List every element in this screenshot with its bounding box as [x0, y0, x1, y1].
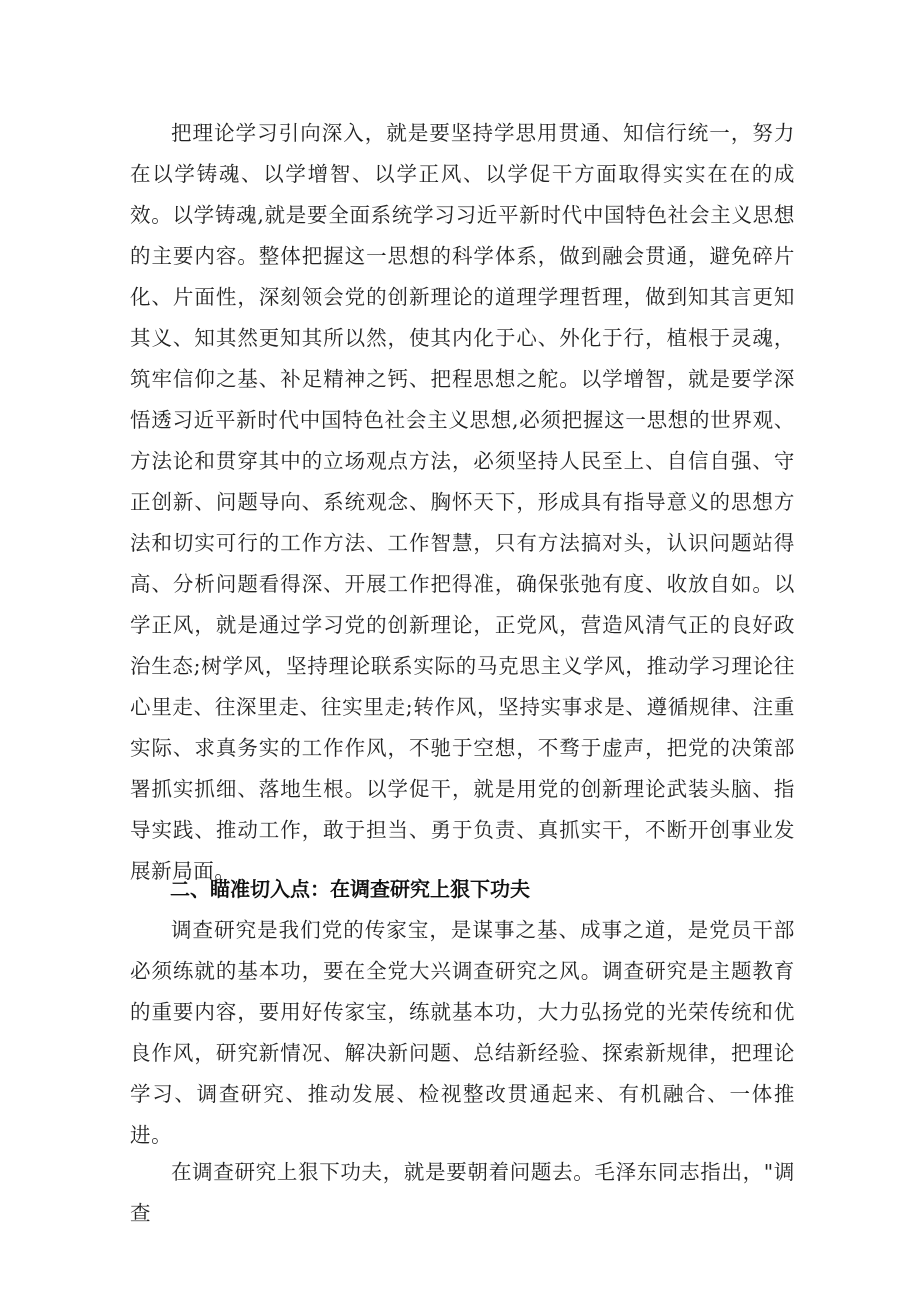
section-heading: 二、瞄准切入点：在调查研究上狠下功夫	[170, 877, 530, 901]
paragraph-investigation-intro: 调查研究是我们党的传家宝，是谋事之基、成事之道，是党员干部必须练就的基本功，要在全党大兴调查研究之风。调查研究是主题教育的重要内容，要用好传家宝，练就基本功，大力弘扬党的光荣传统和优良作风，研究新情况、解决新问题、总结新经验、探索新规律，把理论学习、调查研究、推动发展、检视整改贯通起来、有机融合、一体推进。	[130, 918, 795, 1147]
paragraph-investigation-problem: 在调查研究上狠下功夫，就是要朝着问题去。毛泽东同志指出，"调查	[130, 1160, 795, 1225]
paragraph-theory-study: 把理论学习引向深入，就是要坚持学思用贯通、知信行统一，努力在以学铸魂、以学增智、以学正风、以学促干方面取得实实在在的成效。以学铸魂,就是要全面系统学习习近平新时代中国特色社会主义思想的主要内容。整体把握这一思想的科学体系，做到融会贯通，避免碎片化、片面性，深刻领会党的创新理论的道理学理哲理，做到知其言更知其义、知其然更知其所以然，使其内化于心、外化于行，植根于灵魂，筑牢信仰之基、补足精神之钙、把程思想之舵。以学增智，就是要学深悟透习近平新时代中国特色社会主义思想,必须把握这一思想的世界观、方法论和贯穿其中的立场观点方法，必须坚持人民至上、自信自强、守正创新、问题导向、系统观念、胸怀天下，形成具有指导意义的思想方法和切实可行的工作方法、工作智慧，只有方法搞对头，认识问题站得高、分析问题看得深、开展工作把得准，确保张弛有度、收放自如。以学正风，就是通过学习党的创新理论，正党风，营造风清气正的良好政治生态;树学风，坚持理论联系实际的马克思主义学风，推动学习理论往心里走、往深里走、往实里走;转作风，坚持实事求是、遵循规律、注重实际、求真务实的工作作风，不驰于空想，不骛于虚声，把党的决策部署抓实抓细、落地生根。以学促干，就是用党的创新理论武装头脑、指导实践、推动工作，敢于担当、勇于负责、真抓实干，不断开创事业发展新局面。	[130, 121, 795, 883]
